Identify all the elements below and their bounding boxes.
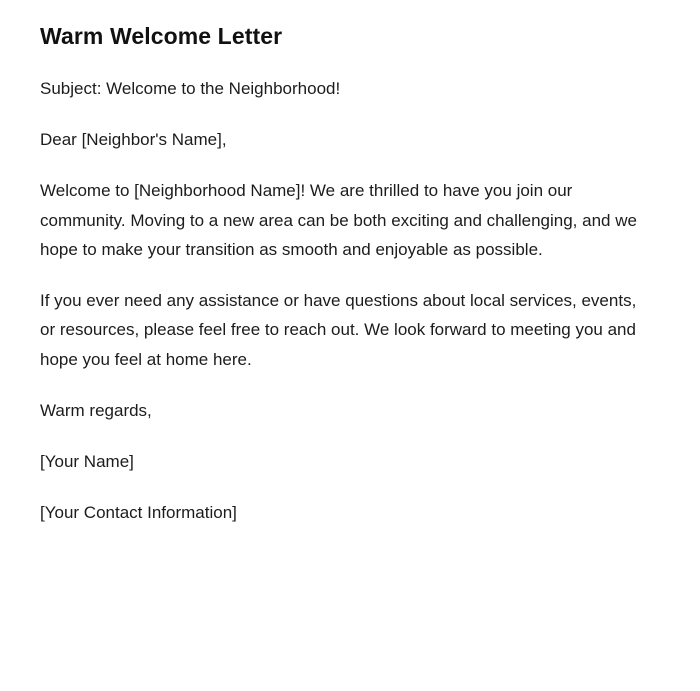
paragraph-signature-contact: [Your Contact Information] — [40, 503, 237, 523]
paragraph-body-1: Welcome to [Neighborhood Name]! We are thrilled to have you join our community. Moving to a new area can be both exciting and challenging, and we hope to make your transition as smooth and enjoyable as possible. — [40, 181, 637, 259]
paragraph-subject: Subject: Welcome to the Neighborhood! — [40, 78, 341, 98]
paragraph-body-2: If you ever need any assistance or have questions about local services, events, or resources, please feel free to reach out. We look forward to meeting you and hope you feel at home here. — [40, 291, 637, 369]
paragraph-closing: Warm regards, — [40, 400, 152, 420]
paragraph-signature-name: [Your Name] — [40, 452, 134, 471]
page-title: Warm Welcome Letter — [40, 23, 283, 49]
paragraph-salutation: Dear [Neighbor's Name], — [40, 130, 227, 150]
